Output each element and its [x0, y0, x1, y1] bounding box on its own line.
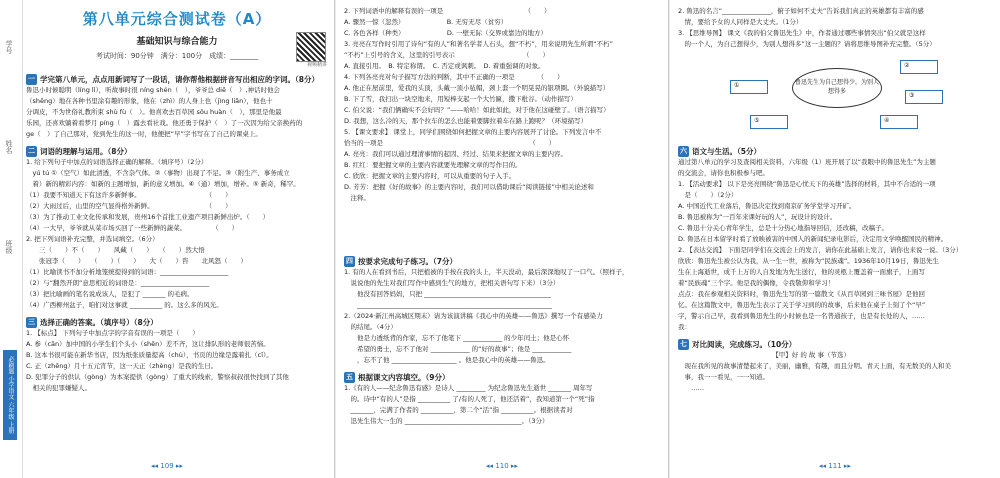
section-number: 四: [346, 257, 353, 265]
text-line: 相关的犯罪嫌疑人。: [26, 384, 91, 392]
class-label: 班级: [5, 240, 13, 254]
text-line: （1）比喻读书不加分析地笼统提得到的词语：_____________________: [26, 268, 229, 276]
text-line: 5. 【课文要求】 课堂上，同学们围绕如何把握文章的主要内容展开了讨论。下列发言中不: [344, 128, 602, 136]
section-title: 对比阅读，完成练习。（10分）: [692, 340, 797, 349]
text-line: “不朽”上引号的含义，这里的引号表示 （ ）: [344, 51, 549, 59]
text-line: 2. 下列词语中的解释有误的一项是 （ ）: [344, 7, 551, 15]
text-line: 1. 有的人在看到书后，只把植被的手按在我的头上，半天没动，最后深深地叹了一口气。（照样子，: [344, 268, 629, 276]
section-number: 三: [28, 318, 35, 326]
section-heading: [26, 146, 328, 157]
name-label: 姓名: [5, 140, 13, 154]
text-line: 恰当的一项是 （ ）: [344, 139, 556, 147]
page-subtitle: 基础知识与综合能力: [136, 37, 218, 47]
text-line: 他是力透纸背的作家，忘不了他笔下 ____________ 的少年闰土；他是心怀: [344, 334, 570, 342]
page3-questions: [678, 6, 992, 50]
text-line: ……: [678, 384, 704, 392]
text-line: （1）我要不知道天下有这许多新鲜事。 （ ）: [26, 191, 232, 199]
text-line: 他没有回答妈妈，只把 _______________________________________: [344, 290, 551, 298]
section-number: 七: [680, 340, 687, 348]
text-line: 事，我一一看见，一一知道。: [678, 373, 769, 381]
page-number: ◂◂ 109 ▸▸: [151, 462, 183, 470]
text-line: 鲁迅小时候聪明（líng lì），听故事时很 níng shén（ ），爷爷总 diē（ ）,神话时他会: [26, 86, 281, 94]
text-line: 忆。在这篇散文中，鲁迅先生表示了关于学习到的的故事，后来他在桌子上刻了个“早”: [678, 301, 926, 309]
text-line: _______，完满了作者的 __________，第二个“活”指 __________。根据读者对: [344, 406, 573, 414]
text-line: A. 亮亮：我们可以通过理清事情的起因、经过、结果来把握文章的主要内容。: [344, 150, 567, 158]
page2-sections: [344, 250, 660, 427]
page2-questions: [344, 6, 660, 204]
text-line: 着“民族魂”三个字。他是我的偶像，令我敬仰和学习！: [678, 279, 835, 287]
section-heading: [344, 372, 660, 383]
text-line: 现在我所见的故事清楚起来了，美丽，幽雅，有趣，而且分明。青天上面，有无数美的人和美: [678, 362, 951, 370]
section-title: 词语的理解与运用。（8分）: [40, 147, 132, 156]
text-line: A. 骤然一惊（忽然） B. 无穷无尽（贫穷）: [344, 18, 508, 26]
text-line: ，忘不了他 ____________________ 。他是我心中的英雄——鲁迅。: [344, 356, 550, 364]
section-number: 五: [346, 373, 353, 381]
page3-sections: [678, 140, 992, 394]
text-line: D. 犯罪分子的供认（gòng）为本案提供（gòng）了重大的线索，警察叔叔很快找到了其他: [26, 373, 289, 381]
section-number: 一: [28, 75, 35, 83]
section-heading: [26, 74, 328, 85]
mind-map: [730, 60, 950, 130]
text-line: 分调皮，不为世俗礼教所束 shù fù（ ）。他喜欢去百草园 sǒu huàn（ ），那里是他最: [26, 108, 282, 116]
text-line: 欣欣：鲁迅先生被公认为我，从一生一世，被称为“民族魂”。1936年10月19日，鲁迅先生: [678, 257, 939, 265]
text-line: 情，要给予女的人同样是大丈夫。（1分）: [678, 18, 803, 26]
text-line: B. 下了雪，我扫出一块空地来，用短棒支起一个大竹匾，撒下秕谷。（动作描写）: [344, 95, 577, 103]
text-line: （shēng）地在各种书里涂有趣的形象，他在（zhì）的人身上也（jìng liǎn），他也十: [26, 97, 273, 105]
section-heading: [678, 339, 992, 350]
section-title: 语文与生活。（5分）: [692, 147, 761, 156]
text-line: A. 他正在屋前里，爱我的头顶，头戴一顶小毡帽，颈上套一个明晃晃的银项圈。（外貌描写）: [344, 84, 610, 92]
text-line: C. 各色各样（种类） D. 一壁无际（交界或靠边的地方）: [344, 29, 548, 37]
qr-caption: 视频精讲: [306, 62, 327, 68]
text-line: 的。诗中“有的人”是指 __________ 了/有的人死了，他还活着”，我知道第一个“死”指: [344, 395, 595, 403]
text-line: 乐园，还喜欢躺着看梦月 píng（ ）露去看社戏。他还勇于保护（ ）了一次因为给父亲换药的: [26, 119, 303, 127]
side-band: 必刷题 小学语文 六年级 上册: [3, 350, 17, 440]
binding-strip: [0, 0, 23, 478]
section-title: 学完第八单元，点点用新词写了一段话，请你帮他根据拼音写出相应的字词。（8分）: [40, 75, 319, 84]
mind-map-node-3[interactable]: ③: [905, 90, 943, 104]
text-line: 的结尾。（4分）: [344, 323, 397, 331]
text-line: A. 参（cān）加中国的小学生们个头小（shēn）差不齐，这让排队形的老师很苦恼。: [26, 340, 270, 348]
text-line: （4）广西柳州盆子，咱们对这事就 __________ 的。这么多的风光。: [26, 301, 223, 309]
text-line: C. 正（zhēng）月十五元宵节，这一天正（zhèng）是我的生日。: [26, 362, 218, 370]
mind-map-node-2[interactable]: ②: [900, 60, 938, 74]
text-line: 字，警示自己早，我看到鲁迅先生的小时候也是一名普通孩子，也是有长处的人，……: [678, 312, 925, 320]
text-line: 2.（2024·新江州高城区期末）请为该演讲稿《我心中的英雄——鲁迅》撰写一个有感染力: [344, 312, 603, 320]
page-title: 第八单元综合测试卷（A）: [82, 10, 272, 28]
page-number: ◂◂ 110 ▸▸: [486, 462, 518, 470]
text-line: yú tú ①（空气）如此清透，不含杂气体。②（事物）出现了不足。③（附生产、事务成立: [26, 169, 290, 177]
text-line: 通过第八单元的学习及查阅相关资料，六年级（1）班开展了以“我眼中的鲁迅先生”为主题: [678, 158, 936, 166]
text-line: 迅先生伟大一生的 ____________________________________。（3分）: [344, 417, 549, 425]
text-line: 【甲】好 的 故 事（节选）: [678, 351, 850, 359]
text-line: C. 欣欣：把握文章的主要内容时，可以从重要的句子入手。: [344, 172, 516, 180]
section-heading: [26, 317, 328, 328]
text-line: 2. 鲁迅的名言“_______________，俯子如何不丈夫”告诉我们真正的英雄都有丰富的感: [678, 7, 924, 15]
mind-map-node-1[interactable]: ①: [730, 80, 768, 94]
text-line: C. 鲁迅十分关心青年学生，总是十分热心地指导回信，还改稿，改稿子。: [678, 224, 889, 232]
page-110: [336, 0, 669, 478]
qr-code[interactable]: [296, 32, 326, 62]
text-line: 的交流会，请你也积极参与吧。: [678, 169, 769, 177]
mind-map-node-4[interactable]: ④: [880, 115, 918, 129]
text-line: 三（ ）不（ ） 风藏（ ） （ ）然大悟: [26, 246, 205, 254]
section-heading: [678, 146, 992, 157]
section-title: 根据课文内容填空。（9分）: [358, 373, 450, 382]
text-line: 的一个人，为自己想得少，为别人想得多”这一主题的？请将思维导图补充完整。（5分）: [678, 40, 936, 48]
text-line: 注释。: [344, 194, 370, 202]
mind-map-center: 鲁迅先生为自己想得少，为别人想得多: [792, 68, 882, 108]
text-line: ____________________________________________________________: [344, 301, 552, 309]
text-line: 着）新的精彩内容：如新的主题增加，新的意义增加。④（通）增加，增补。⑤ 新奇，稀罕。: [26, 180, 300, 188]
text-line: 1. 【活动要求】 以下是亮亮围绕“鲁迅是心忧天下的英雄”选择的材料，其中不合适的一项: [678, 180, 936, 188]
text-line: 3. 【思维导图】 课文《我的伯父鲁迅先生》中，作者通过哪些事情突出“伯父就是这样: [678, 29, 926, 37]
page-111: [670, 0, 1000, 478]
text-line: A. 中国近代工业落后，鲁迅决定找到南京矿务学堂学习开矿。: [678, 202, 856, 210]
text-line: 希望的勇士，忘不了他对 ____________ 的“好的故事”；他是 ____________: [344, 345, 572, 353]
text-line: D. 鲁迅在日本留学时看了放映被害的中国人的新闻纪录电影后，决定用文学唤醒国民的精神。: [678, 235, 948, 243]
text-line: （3）为了推动工业文化传承和发展，贵州16个首批工业遗产项目新鲜出炉。（ ）: [26, 213, 270, 221]
section-number: 二: [28, 147, 35, 155]
text-line: 张冠李（ ） （ ）（ ） 大（ ）咨 北风怒（ ）: [26, 257, 247, 265]
text-line: C. 伯父说：“我们俩确实不会好吗？”——哈哈！如此如此，对于他在这碰壁了。（语言描写）: [344, 106, 610, 114]
section-title: 按要求完成句子练习。（7分）: [358, 257, 457, 266]
section-number: 六: [680, 147, 687, 155]
student-number-label: 学号: [5, 40, 13, 54]
text-line: 1.《有的人——纪念鲁迅有感》是诗人 _________ 为纪念鲁迅先生逝世 _______ 周年写: [344, 384, 593, 392]
section-title: 选择正确的答案。（填序号）（8分）: [40, 318, 158, 327]
section-heading: [344, 256, 660, 267]
text-line: 1. 给下列句子中加点的词语选择正确的解释。（填序号）（2分）: [26, 158, 208, 166]
text-line: 是（ ）（2分）: [678, 191, 738, 199]
page-number: ◂◂ 111 ▸▸: [819, 462, 851, 470]
text-line: 说说他的先生对我们写作中感到生气的地方，把相关语句写下来）（3分）: [344, 279, 560, 287]
text-line: B. 红红：要把握文章的主要内容就要先理解文章的写作目的。: [344, 161, 522, 169]
page-109: [0, 0, 335, 478]
text-line: 3. 亮亮在写作时引用了诗句“有的人”和著名学者人石头，想“不朽”，用来说明先生所谓“不朽”: [344, 40, 613, 48]
text-line: B. 鲁迅被称为“一百年来课好玩的人”，玩设计的设计。: [678, 213, 837, 221]
text-line: 4. 下列各亮亮对句子描写方法的判断，其中不正确的一项是 （ ）: [344, 73, 564, 81]
text-line: （4）一大早，爷爷就从菜市场买回了一些新鲜的蔬菜。 （ ）: [26, 224, 239, 232]
text-line: D. 芳芳：把握《好的故事》的主要内容时，我们可以借助课后“阅读链接”中相关论述和: [344, 183, 594, 191]
text-line: 我：: [678, 323, 691, 331]
text-line: ge（ ）了自己那对，党到先生的这一时，他便把“早”字书写在了自己的课桌上。: [26, 130, 262, 138]
text-line: （2）大雨过后，山里的空气显得格外新鲜。 （ ）: [26, 202, 232, 210]
page1-sections: [26, 68, 328, 394]
text-line: 2. 【表达交流】 下面是同学们在交流会上的发言，请你在此基础上发言，请你也来说一说。（3分）: [678, 246, 963, 254]
text-line: 2. 把下列词语补充完整，并选词填空。（6分）: [26, 235, 159, 243]
text-line: 点点：我在参观相关资料时，鲁迅先生写的第一篇散文《从百草园到三味书屋》是他回: [678, 290, 925, 298]
text-line: 生在上海逝世，成千上万的人自发地为先生送行，他的灵柩上覆盖着一面旗子，上面写: [678, 268, 925, 276]
text-line: D. 我想，这么冷的天，那个拉车的怎么也能着要脚拉着车在路上跑呢？（环境描写）: [344, 117, 588, 125]
text-line: A. 直接引用。 B. 特定称谓。 C. 否定或讽刺。 D. 着重强调的对象。: [344, 62, 545, 70]
text-line: （3）把比喻画的笔名说成该人，是犯了 _______ 的毛病。: [26, 290, 194, 298]
text-line: B. 这本书很可能在新华书店，因为纸张质量提高（chù），书页的边缘是露着扎（cī）。: [26, 351, 273, 359]
mind-map-node-5[interactable]: ⑤: [750, 115, 788, 129]
text-line: 1. 【标点】 下列句子中加点字的字音有误的一项是（ ）: [26, 329, 199, 337]
exam-meta: 考试时间：90分钟 满分：100分 成绩：________: [95, 52, 259, 60]
text-line: （2）与“翻然开朗”意思相近的词语是：_____________________: [26, 279, 210, 287]
